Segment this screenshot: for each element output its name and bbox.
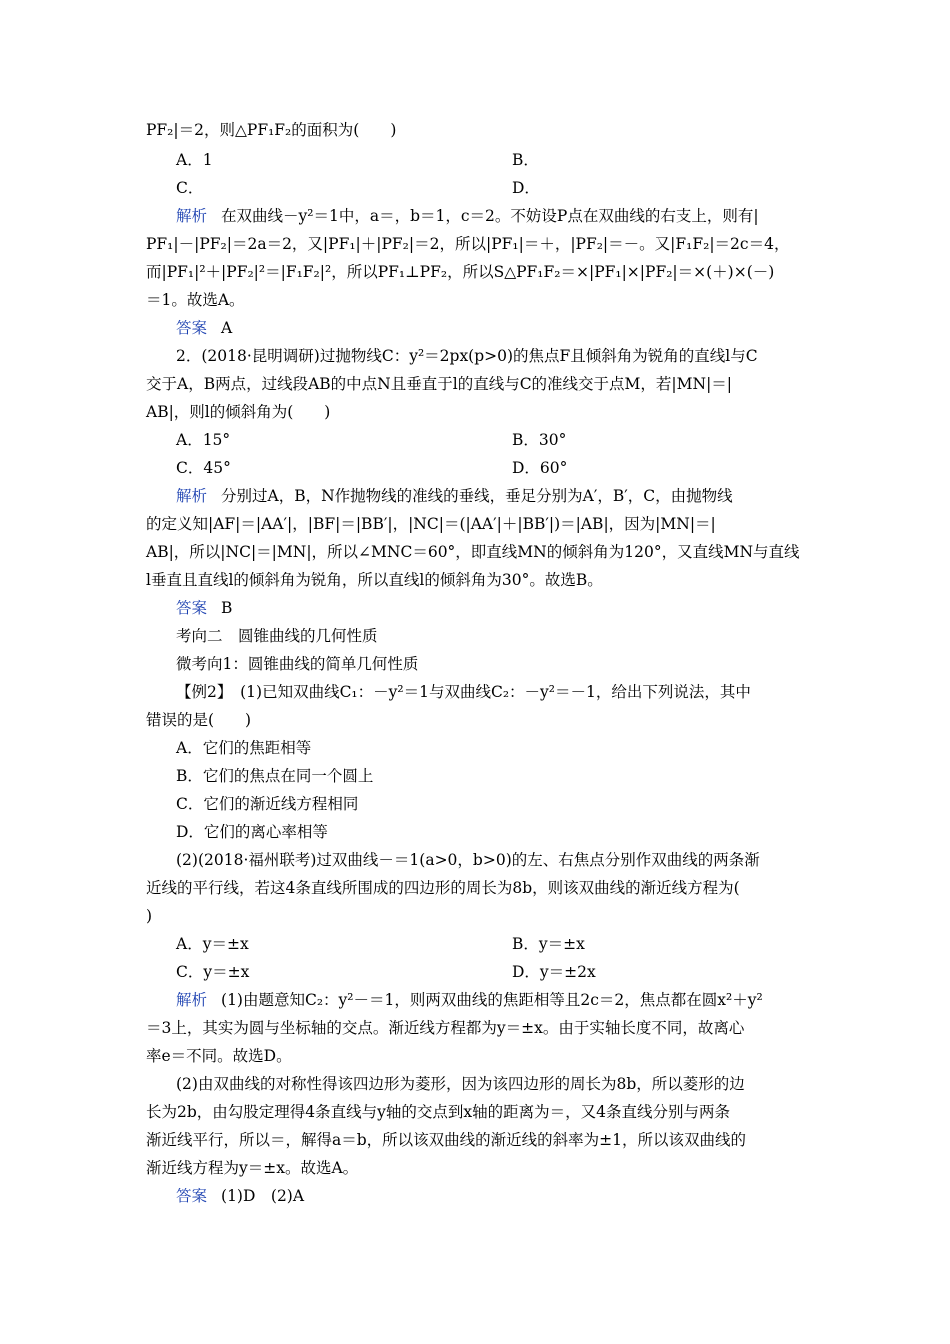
example2-part1-option-a: A．它们的焦距相等 <box>176 739 312 757</box>
problem2-stem-line: 交于A，B两点，过线段AB的中点N且垂直于l的直线与C的准线交于点M，若|MN|＝| <box>146 375 733 393</box>
problem2-option-b: B．30° <box>512 431 567 449</box>
answer-label: 答案 <box>176 599 208 617</box>
problem2-stem-line: AB|，则l的倾斜角为( ) <box>146 403 331 421</box>
example2-solution-line: (2)由双曲线的对称性得该四边形为菱形，因为该四边形的周长为8b，所以菱形的边 <box>176 1075 745 1093</box>
problem1-answer: 答案 A <box>176 319 233 337</box>
problem1-option-c: C． <box>176 179 204 197</box>
example2-answer: 答案 (1)D (2)A <box>176 1187 305 1205</box>
answer-label: 答案 <box>176 319 208 337</box>
example2-part2-option-d: D．y＝±2x <box>512 963 596 981</box>
problem1-solution-line: 解析 在双曲线－y²＝1中，a＝，b＝1，c＝2。不妨设P点在双曲线的右支上，则有| <box>176 207 759 225</box>
problem2-option-c: C．45° <box>176 459 231 477</box>
solution-label: 解析 <box>176 487 208 505</box>
problem1-stem-tail: PF₂|＝2，则△PF₁F₂的面积为( ) <box>146 121 397 139</box>
problem2-solution-line: 的定义知|AF|＝|AA′|，|BF|＝|BB′|，|NC|＝(|AA′|＋|BB′|)＝|AB|，因为|MN|＝| <box>146 515 716 533</box>
problem1-solution-line: ＝1。故选A。 <box>146 291 245 309</box>
example2-solution-line: 率e＝不同。故选D。 <box>146 1047 292 1065</box>
example2-solution-line: 渐近线方程为y＝±x。故选A。 <box>146 1159 359 1177</box>
solution-label: 解析 <box>176 207 208 225</box>
example2-solution-line: ＝3上，其实为圆与坐标轴的交点。渐近线方程都为y＝±x。由于实轴长度不同，故离心 <box>146 1019 745 1037</box>
problem1-solution-line: PF₁|－|PF₂|＝2a＝2，又|PF₁|＋|PF₂|＝2，所以|PF₁|＝＋，|PF₂|＝－。又|F₁F₂|＝2c＝4， <box>146 235 790 253</box>
example2-part2-option-a: A．y＝±x <box>176 935 249 953</box>
example2-part2-stem-line: (2)(2018·福州联考)过双曲线－＝1(a>0，b>0)的左、右焦点分别作双曲线的两条渐 <box>176 851 760 869</box>
problem1-option-a: A．1 <box>176 151 213 169</box>
example2-part1-option-c: C．它们的渐近线方程相同 <box>176 795 359 813</box>
problem2-option-d: D．60° <box>512 459 568 477</box>
problem1-option-b: B． <box>512 151 539 169</box>
example2-solution-line: 渐近线平行，所以＝，解得a＝b，所以该双曲线的渐近线的斜率为±1，所以该双曲线的 <box>146 1131 747 1149</box>
answer-label: 答案 <box>176 1187 208 1205</box>
example2-part2-stem-line: ) <box>146 907 153 925</box>
problem1-solution-line: 而|PF₁|²＋|PF₂|²＝|F₁F₂|²，所以PF₁⊥PF₂，所以S△PF₁F₂＝×|PF₁|×|PF₂|＝×(＋)×(－) <box>146 263 775 281</box>
example2-stem-line: 【例2】 (1)已知双曲线C₁：－y²＝1与双曲线C₂：－y²＝－1，给出下列说法，其中 <box>176 683 751 701</box>
problem2-answer: 答案 B <box>176 599 233 617</box>
problem1-option-d: D． <box>512 179 540 197</box>
section-title: 考向二 圆锥曲线的几何性质 <box>176 627 378 645</box>
problem2-stem-line: 2．(2018·昆明调研)过抛物线C：y²＝2px(p>0)的焦点F且倾斜角为锐角的直线l与C <box>176 347 758 365</box>
section-subtitle: 微考向1：圆锥曲线的简单几何性质 <box>176 655 419 673</box>
example2-part1-option-b: B．它们的焦点在同一个圆上 <box>176 767 374 785</box>
problem2-option-a: A．15° <box>176 431 231 449</box>
problem2-solution-line: l垂直且直线l的倾斜角为锐角，所以直线l的倾斜角为30°。故选B。 <box>146 571 603 589</box>
example2-solution-line: 解析 (1)由题意知C₂：y²－＝1，则两双曲线的焦距相等且2c＝2，焦点都在圆x²＋y² <box>176 991 763 1009</box>
solution-label: 解析 <box>176 991 208 1009</box>
problem2-solution-line: AB|，所以|NC|＝|MN|，所以∠MNC＝60°，即直线MN的倾斜角为120°，又直线MN与直线 <box>146 543 800 561</box>
problem2-solution-line: 解析 分别过A，B，N作抛物线的准线的垂线，垂足分别为A′，B′，C，由抛物线 <box>176 487 733 505</box>
example2-part2-option-c: C．y＝±x <box>176 963 250 981</box>
example2-solution-line: 长为2b，由勾股定理得4条直线与y轴的交点到x轴的距离为＝，又4条直线分别与两条 <box>146 1103 731 1121</box>
example2-part2-option-b: B．y＝±x <box>512 935 585 953</box>
example2-part2-stem-line: 近线的平行线，若这4条直线所围成的四边形的周长为8b，则该双曲线的渐近线方程为( <box>146 879 740 897</box>
example2-stem-line: 错误的是( ) <box>146 711 252 729</box>
example2-part1-option-d: D．它们的离心率相等 <box>176 823 328 841</box>
